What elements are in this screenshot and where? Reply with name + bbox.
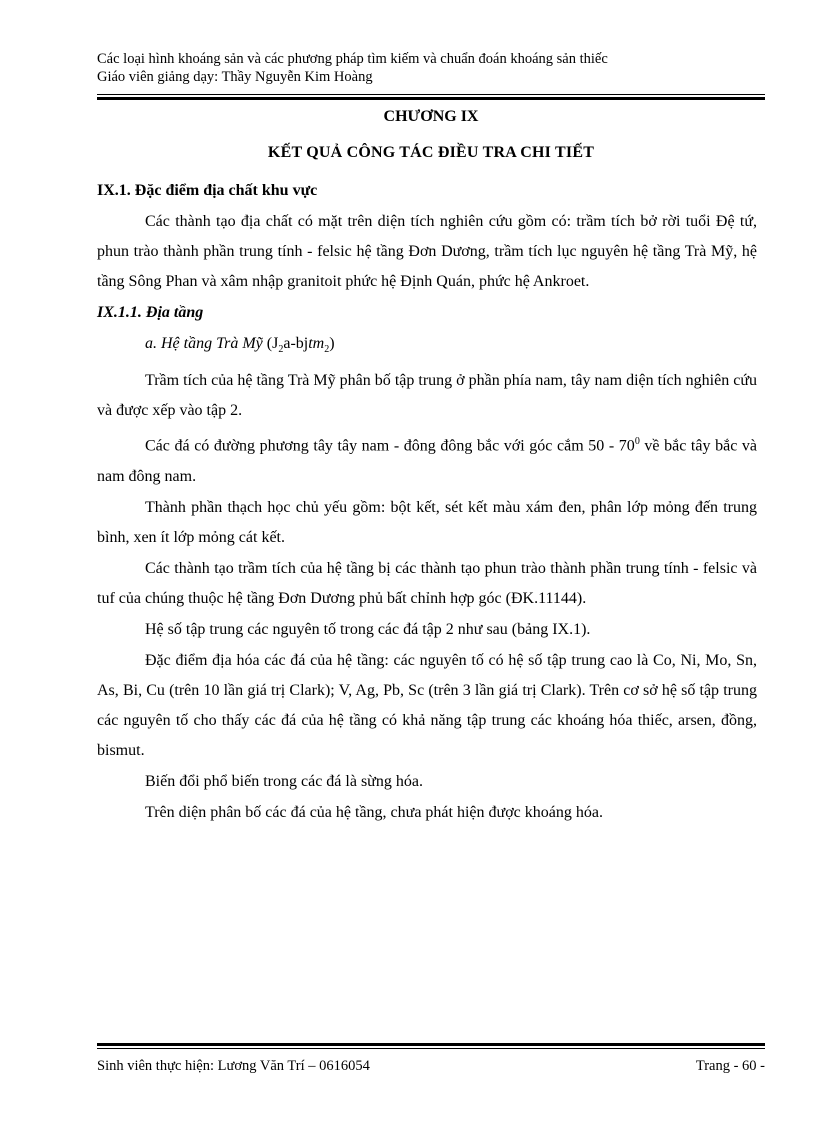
paragraph-geochemistry: Đặc điểm địa hóa các đá của hệ tầng: các nguyên tố có hệ số tập trung cao là Co, Ni, Mo, Sn, As, Bi, Cu (trên 10 lần giá trị Clark); V, Ag, Pb, Sc (trên 3 lần giá trị Clark). Trên cơ sở hệ số tập trung các nguyên tố cho thấy các đá của hệ tầng có khả năng tập trung các khoáng hóa thiếc, arsen, đồng, bismut.: [97, 651, 757, 759]
footer-author: Sinh viên thực hiện: Lương Văn Trí – 0616054: [97, 1058, 370, 1074]
header-rule-thin: [97, 94, 765, 95]
section-heading: IX.1. Đặc điểm địa chất khu vực: [97, 182, 318, 199]
document-body: [97, 176, 757, 828]
formation-heading: [97, 329, 757, 365]
formation-name: a. Hệ tầng Trà Mỹ: [145, 335, 263, 352]
intro-paragraph: Các thành tạo địa chất có mặt trên diện tích nghiên cứu gồm có: trầm tích bở rời tuổi Đệ tứ, phun trào thành phần trung tính - felsic hệ tầng Đơn Dương, trầm tích lục nguyên hệ tầng Trà Mỹ, hệ tầng Sông Phan và xâm nhập granitoit phức hệ Định Quán, phức hệ Ankroet.: [97, 213, 757, 290]
paragraph-strike: Các đá có đường phương tây tây nam - đông đông bắc với góc cắm $50 - 70^0$ về bắc tây bắc và nam đông nam.: [97, 436, 758, 485]
paragraph-distribution: Trầm tích của hệ tầng Trà Mỹ phân bố tập trung ở phần phía nam, tây nam diện tích nghiên cứu và được xếp vào tập 2.: [97, 372, 757, 420]
header-rule-thick: [97, 97, 765, 100]
header-course-title: Các loại hình khoáng sản và các phương pháp tìm kiếm và chuẩn đoán khoáng sản thiếc: [97, 51, 608, 67]
chapter-title: KẾT QUẢ CÔNG TÁC ĐIỀU TRA CHI TIẾT: [267, 144, 595, 161]
page-footer: [97, 1058, 765, 1075]
header-teacher: Giáo viên giảng dạy: Thầy Nguyễn Kim Hoàng: [97, 69, 373, 85]
footer-rule-thin: [97, 1048, 765, 1049]
paragraph-table-ref: Hệ số tập trung các nguyên tố trong các đá tập 2 như sau (bảng IX.1).: [145, 620, 591, 638]
paragraph-alteration: Biến đổi phổ biến trong các đá là sừng hóa.: [145, 772, 423, 790]
paragraph-lithology: Thành phần thạch học chủ yếu gồm: bột kết, sét kết màu xám đen, phân lớp mỏng đến trung bình, xen ít lớp mỏng cát kết.: [97, 498, 757, 546]
page-number: Trang - 60 -: [695, 1058, 765, 1074]
paragraph-mineralization: Trên diện phân bố các đá của hệ tầng, chưa phát hiện được khoáng hóa.: [145, 803, 603, 821]
page-header: [97, 50, 765, 86]
footer-rule-thick: [97, 1043, 765, 1046]
chapter-heading: CHƯƠNG IX: [383, 108, 479, 125]
formation-code: $(J_2a-bjtm_2)$: [266, 335, 335, 356]
subsection-heading: IX.1.1. Địa tầng: [97, 304, 204, 321]
paragraph-contact: Các thành tạo trầm tích của hệ tầng bị các thành tạo phun trào thành phần trung tính - felsic và tuf của chúng thuộc hệ tầng Đơn Dương phủ bất chỉnh hợp góc (ĐK.11144).: [97, 559, 757, 607]
